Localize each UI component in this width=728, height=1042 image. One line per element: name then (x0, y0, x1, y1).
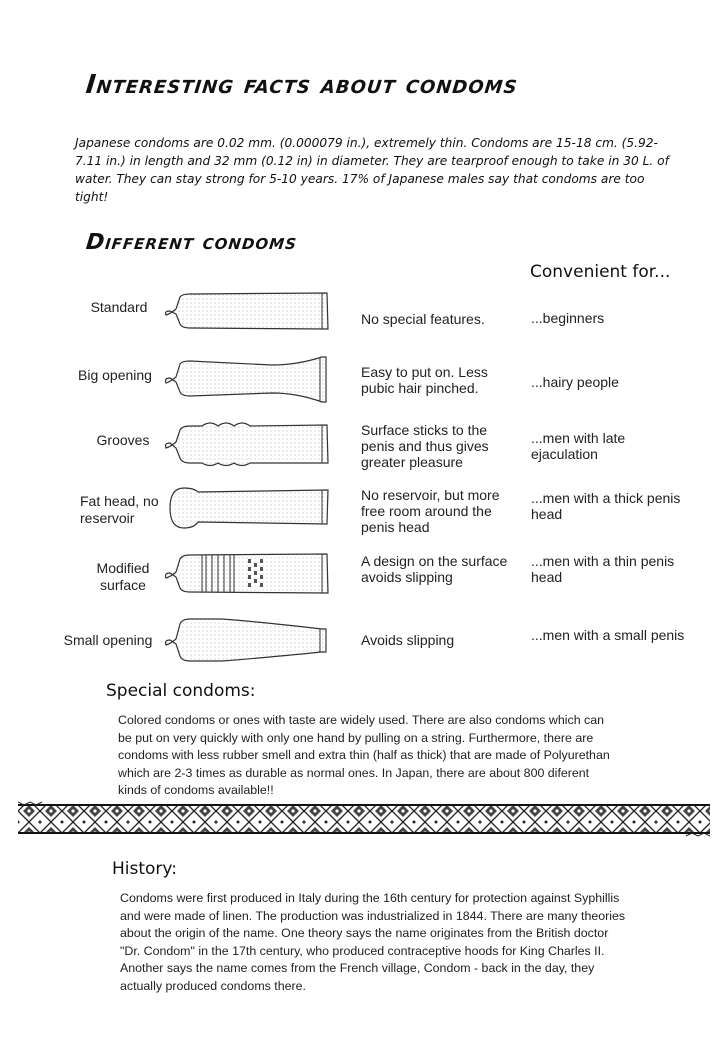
intro-paragraph: Japanese condoms are 0.02 mm. (0.000079 in.), extremely thin. Condoms are 15-18 cm. (5.92-7.11 in.) in length and 32 mm (0.12 in) in diameter. They are tearproof enough to take in 30 L. of water. They can stay strong for 5-10 years. 17% of Japanese males say that condoms are too tight! (75, 136, 669, 204)
different-condoms-heading: Different condoms (84, 230, 299, 255)
row-label-standard: Standard (90, 299, 148, 315)
row-desc-standard: No special features. (361, 311, 485, 327)
row-for-modified-surface: ...men with a thin penis head (531, 553, 675, 585)
big-opening-condom-illustration (162, 355, 337, 405)
grooves-condom-illustration (162, 418, 337, 470)
row-desc-modified-surface: A design on the surface avoids slipping (361, 553, 508, 585)
special-condoms-body: Colored condoms or ones with taste are widely used. There are also condoms which can be put on very quickly with only one hand by pulling on a string. Furthermore, there are condoms with less rubber smell and extra thin (half as thick) that are made of Polyurethan which are 2-3 times as durable as normal ones. In Japan, there are about 800 diferent kinds of condoms available!! (118, 713, 610, 797)
convenient-for-header: Convenient for... (530, 262, 671, 282)
row-desc-grooves: Surface sticks to the penis and thus gives greater pleasure (361, 422, 489, 470)
row-for-grooves: ...men with late ejaculation (531, 430, 626, 462)
fat-head-condom-illustration (162, 484, 337, 532)
row-for-small-opening: ...men with a small penis (531, 627, 685, 643)
modified-surface-condom-illustration (162, 549, 337, 597)
history-body: Condoms were first produced in Italy during the 16th century for protection against Syphillis and were made of linen. The production was industrialized in 1844. There are many theories about the origin of the name. One theory says the name originates from the British doctor "Dr. Condom" in the 17th century, who produced contraceptive hoods for King Charles II. Another says the name comes from the French village, Condom - back in the day, they actually produced condoms there. (120, 891, 626, 993)
page-title: Interesting facts about condoms (84, 70, 520, 100)
row-label-grooves: Grooves (96, 432, 150, 448)
row-desc-fat-head: No reservoir, but more free room around the penis head (361, 487, 500, 535)
row-desc-small-opening: Avoids slipping (361, 632, 455, 648)
row-for-standard: ...beginners (531, 310, 605, 326)
row-desc-big-opening: Easy to put on. Less pubic hair pinched. (361, 364, 488, 396)
decorative-border (18, 800, 710, 838)
row-label-small-opening: Small opening (63, 632, 153, 648)
standard-condom-illustration (162, 290, 337, 332)
row-label-big-opening: Big opening (78, 367, 152, 383)
history-heading: History: (112, 859, 177, 879)
small-opening-condom-illustration (162, 614, 337, 666)
row-label-fat-head: Fat head, no reservoir (80, 493, 159, 526)
row-for-fat-head: ...men with a thick penis head (531, 490, 681, 522)
row-for-big-opening: ...hairy people (531, 374, 619, 390)
row-label-modified-surface: Modified surface (96, 560, 150, 593)
special-condoms-heading: Special condoms: (106, 681, 256, 701)
